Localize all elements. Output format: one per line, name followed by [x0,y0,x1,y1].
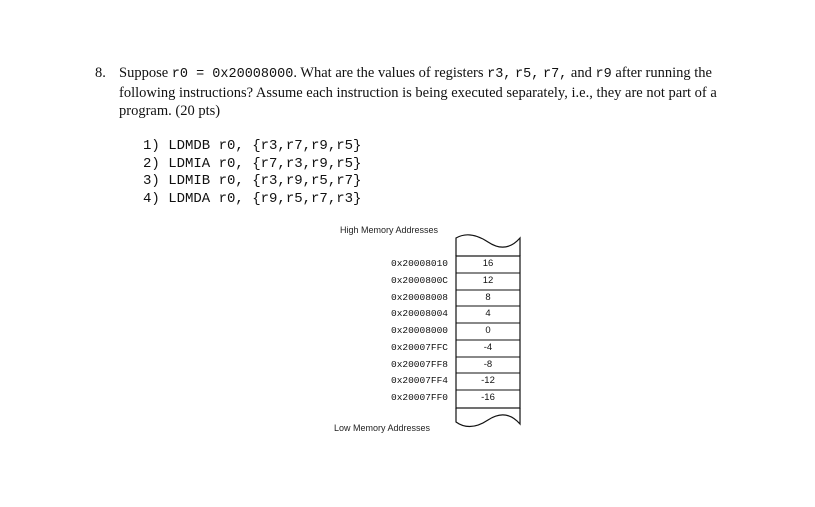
memory-value: -16 [481,392,495,403]
memory-value: -8 [483,359,493,370]
question-equals: = [187,67,213,82]
register-r9: r9 [595,67,612,82]
instruction-3: 3) LDMIB r0, {r3,r9,r5,r7} [143,173,362,189]
memory-bottom-break [456,408,520,427]
memory-value: -4 [483,342,493,353]
register-r5: r5, [515,67,540,82]
question-register: r0 [171,67,188,82]
question-text-lead: Suppose [119,65,172,81]
memory-address: 0x20007FF8 [391,359,449,370]
memory-value: 0 [485,325,491,336]
question-text-mid: . What are the values of registers [293,65,488,81]
memory-value: 12 [482,275,494,286]
memory-address: 0x20008010 [391,258,449,269]
memory-value: 16 [482,258,494,269]
memory-top-break [456,235,520,256]
memory-address: 0x20007FF0 [391,392,449,403]
memory-address: 0x20008008 [391,292,449,303]
high-memory-label: High Memory Addresses [340,225,439,235]
memory-address: 0x20008000 [391,325,449,336]
memory-address: 0x20008004 [391,308,449,319]
instruction-1: 1) LDMDB r0, {r3,r7,r9,r5} [143,138,362,154]
register-r7: r7, [542,67,568,82]
memory-address: 0x20007FFC [391,342,449,353]
question-and: and [567,65,596,81]
question-text-tail: after running the following instructions? Assume each instruction is being executed separately, i.e., they are not part of a program. (20 pts) [119,65,717,119]
memory-address: 0x2000800C [391,275,449,286]
question-number: 8. [95,65,106,81]
memory-value: -12 [481,375,495,386]
memory-value: 4 [485,308,491,319]
memory-address: 0x20007FF4 [391,375,449,386]
register-r3: r3, [487,67,512,82]
memory-value: 8 [485,292,491,303]
instruction-2: 2) LDMIA r0, {r7,r3,r9,r5} [143,155,362,172]
question-value: 0x20008000 [212,67,294,82]
low-memory-label: Low Memory Addresses [334,423,431,433]
instruction-4: 4) LDMDA r0, {r9,r5,r7,r3} [143,190,362,207]
